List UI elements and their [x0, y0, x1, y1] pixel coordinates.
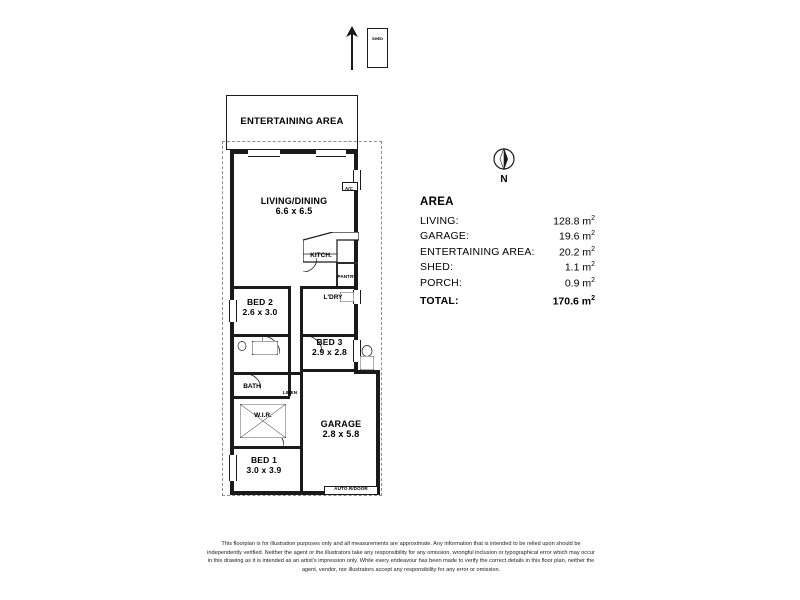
room-label-kitchen: KITCH. [310, 252, 332, 259]
shed-label: SHED [371, 36, 384, 41]
room-name: BED 3 [316, 337, 343, 347]
area-label: ENTERTAINING AREA: [420, 245, 535, 258]
area-value [565, 260, 595, 275]
bath-tub-icon [252, 341, 278, 355]
area-value [559, 245, 595, 260]
room-label-bed1 [231, 456, 297, 476]
room-dims: 3.0 x 3.9 [246, 464, 282, 475]
area-value-text: 0.9 m [564, 277, 592, 290]
area-value-unit: 2 [591, 230, 595, 238]
window-living-top-1 [248, 149, 280, 157]
wall-bed3-bottom [300, 369, 358, 372]
room-label-bath: BATH [243, 383, 261, 390]
area-value-text: 20.2 m [558, 246, 592, 259]
wall-left [230, 150, 234, 495]
compass-north-label: N [500, 174, 508, 185]
room-name: LIVING/DINING [260, 196, 328, 206]
north-arrow-head-icon [345, 26, 359, 38]
room-dims: 2.9 x 2.8 [312, 346, 347, 357]
wir-shelving-icon [240, 404, 286, 438]
area-total-value-unit: 2 [591, 295, 595, 303]
room-label-laundry: L'DRY [323, 294, 343, 301]
area-value-text: 128.8 m [553, 215, 592, 228]
area-label: GARAGE: [420, 230, 470, 243]
room-name: BED 2 [246, 297, 274, 307]
area-total-value [553, 294, 595, 309]
label-ac: A/C [344, 186, 354, 191]
room-label-living-dining [236, 196, 352, 217]
label-auto-door: AUTO R/DOOR [334, 486, 368, 491]
shed-outline [367, 28, 388, 68]
area-table [420, 196, 595, 309]
wall-bed3-left [300, 286, 303, 372]
wall-living-lower-left [230, 252, 233, 286]
window-laundry [353, 290, 361, 304]
compass [489, 145, 519, 190]
area-value-text: 19.6 m [558, 230, 592, 243]
area-value-unit: 2 [591, 215, 595, 222]
room-label-garage [304, 419, 378, 440]
compass-rose-icon [489, 145, 519, 175]
area-label: SHED: [420, 261, 454, 274]
area-total-value-text: 170.6 m [552, 295, 592, 308]
room-label-bed2 [231, 298, 289, 318]
area-row [420, 260, 595, 275]
area-value [559, 229, 595, 244]
wall-laundry-top [300, 286, 358, 289]
ensuite-shower-icon [360, 356, 374, 370]
window-living-top-2 [316, 149, 346, 157]
wall-bath-top [230, 372, 302, 375]
wall-garage-left [300, 372, 303, 495]
disclaimer-text: This floorplan is for illustration purposes only and all measurements are approximate. Any information that is intended to be relied upon should be independently verified. Neither the agent or the illustrators take any responsibility for any omission, wrongful inclusion or typographical error which may occur in this drawing as it is intended as an artist's impression only. While every endeavour has been made to verify the correct details in this floor plan, neither the agent, vendor, nor illustrators accept any responsibility for any error or omission. [207, 541, 595, 573]
label-pantry: PANTRY [337, 274, 357, 279]
room-label-bed3 [301, 338, 358, 358]
area-row [420, 276, 595, 291]
area-title: AREA [420, 196, 454, 208]
label-linen: LINEN [282, 390, 298, 395]
area-value [553, 214, 595, 229]
room-name: GARAGE [320, 419, 362, 429]
area-row [420, 245, 595, 260]
area-value-unit: 2 [591, 261, 595, 269]
room-dims: 2.8 x 5.8 [322, 429, 360, 440]
area-value [565, 276, 595, 291]
wall-bath-bottom [230, 396, 290, 399]
room-dims: 2.6 x 3.0 [242, 306, 278, 317]
area-row-total [420, 294, 595, 309]
area-label: PORCH: [420, 276, 463, 289]
wall-bed2-bottom [230, 334, 290, 337]
door-swing-pantry-icon [303, 258, 317, 272]
room-name: BED 1 [250, 455, 278, 465]
area-row [420, 214, 595, 229]
toilet-icon [237, 341, 247, 351]
entertaining-area-label: ENTERTAINING AREA [240, 116, 344, 127]
area-label: LIVING: [420, 215, 459, 227]
area-value-unit: 2 [591, 276, 595, 284]
area-row [420, 229, 595, 244]
room-label-wir: W.I.R. [254, 412, 272, 419]
area-total-label: TOTAL: [420, 295, 459, 308]
wall-bed1-top [230, 446, 302, 449]
wall-bed2-top [230, 286, 290, 289]
area-value-text: 1.1 m [564, 261, 592, 274]
room-dims: 6.6 x 6.5 [275, 206, 313, 217]
area-value-unit: 2 [591, 245, 595, 253]
